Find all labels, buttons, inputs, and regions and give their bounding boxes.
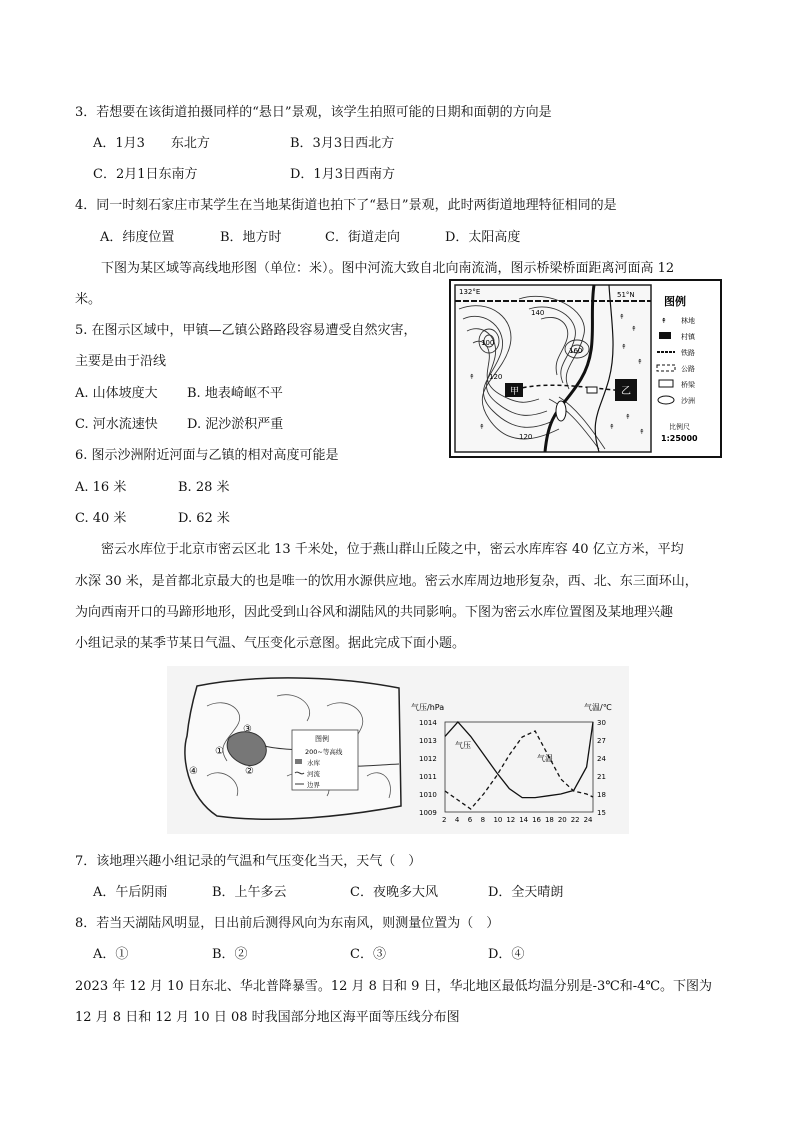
map-legend-reservoir-icon [295, 759, 302, 764]
q4-option-d: D．太阳高度 [445, 230, 521, 245]
q5-option-d: D. 泥沙淤积严重 [187, 417, 284, 432]
svg-text:↟: ↟ [639, 428, 645, 436]
legend-title: 图例 [664, 295, 686, 308]
x-tick: 22 [570, 816, 580, 824]
q3-option-d: D．1月3日西南方 [290, 167, 395, 182]
topographic-map [449, 279, 722, 458]
x-tick: 10 [493, 816, 503, 824]
y-left-label: 气压/hPa [411, 703, 445, 712]
x-tick: 12 [506, 816, 516, 824]
y-right-tick: 30 [597, 719, 606, 727]
scale-label: 比例尺 [669, 423, 690, 431]
map-legend-river: 河流 [307, 770, 320, 778]
intro2-line1: 密云水库位于北京市密云区北 13 千米处，位于燕山群山丘陵之中，密云水库库容 40 亿立方米，平均 [101, 542, 684, 557]
q8-option-d: D．④ [488, 947, 525, 962]
y-right-tick: 27 [597, 737, 606, 745]
contour-label-1: 100 [481, 339, 495, 347]
q6-option-a: A. 16 米 [75, 480, 127, 495]
svg-text:↟: ↟ [637, 358, 643, 366]
y-left-tick: 1013 [419, 737, 437, 745]
lon-label: 132°E [459, 288, 481, 296]
x-tick: 20 [557, 816, 567, 824]
q7-option-a: A．午后阴雨 [93, 885, 168, 900]
q5-stem-line2: 主要是由于沿线 [75, 354, 167, 369]
svg-text:↟: ↟ [619, 313, 625, 321]
y-left-tick: 1011 [419, 773, 437, 781]
pressure-series-label: 气压 [455, 741, 471, 750]
x-tick: 18 [544, 816, 554, 824]
q8-option-a: A．① [93, 947, 129, 962]
q5-option-b: B. 地表崎岖不平 [187, 386, 283, 401]
q5-option-a: A. 山体坡度大 [75, 386, 158, 401]
svg-text:↟: ↟ [625, 413, 631, 421]
x-tick: 16 [532, 816, 542, 824]
intro2-line2: 水深 30 米，是首都北京最大的也是唯一的饮用水源供应地。密云水库周边地形复杂，西、北、东三面环山， [75, 574, 698, 589]
legend-railway: 铁路 [681, 349, 695, 357]
q4-stem: 4．同一时刻石家庄市某学生在当地某街道也拍下了“悬日”景观，此时两街道地理特征相同的是 [75, 198, 617, 213]
q5-stem-line1: 5. 在图示区域中，甲镇—乙镇公路路段容易遭受自然灾害， [75, 323, 417, 338]
y-right-label: 气温/℃ [584, 703, 612, 712]
scale-value: 1:25000 [661, 434, 698, 443]
q6-option-d: D. 62 米 [178, 511, 230, 526]
q7-option-c: C．夜晚多大风 [350, 885, 438, 900]
q7-option-d: D．全天晴朗 [488, 885, 564, 900]
q5-option-c: C. 河水流速快 [75, 417, 158, 432]
legend-town-icon [659, 332, 671, 339]
q6-option-c: C. 40 米 [75, 511, 127, 526]
q6-option-b: B. 28 米 [178, 480, 230, 495]
svg-text:↟: ↟ [479, 423, 485, 431]
q7-stem: 7．该地理兴趣小组记录的气温和气压变化当天，天气（ ） [75, 854, 422, 869]
legend-forest: 林地 [681, 317, 695, 325]
point-3: ③ [243, 724, 252, 735]
legend-bridge: 桥梁 [681, 381, 695, 389]
map-legend-border: 边界 [307, 781, 320, 789]
y-left-tick: 1014 [419, 719, 437, 727]
x-tick: 6 [467, 816, 473, 824]
q3-option-b: B．3月3日西北方 [290, 136, 395, 151]
x-tick: 14 [519, 816, 529, 824]
legend-sandbar-icon [658, 396, 674, 404]
x-tick: 8 [480, 816, 486, 824]
town-jia-label: 甲 [510, 387, 520, 397]
lat-label: 51°N [617, 291, 635, 299]
y-right-tick: 24 [597, 755, 606, 763]
q8-stem: 8．若当天湖陆风明显，日出前后测得风向为东南风，则测量位置为（ ） [75, 916, 500, 931]
point-2: ② [245, 766, 254, 777]
y-right-tick: 21 [597, 773, 606, 781]
q3-stem: 3．若想要在该街道拍摄同样的“悬日”景观，该学生拍照可能的日期和面朝的方向是 [75, 105, 552, 120]
town-yi-label: 乙 [621, 386, 631, 397]
q3-option-a: A．1月3 东北方 [93, 136, 210, 151]
bridge [587, 387, 597, 393]
point-1: ① [215, 746, 224, 757]
q4-option-b: B．地方时 [220, 230, 282, 245]
intro3-line2: 12 月 8 日和 12 月 10 日 08 时我国部分地区海平面等压线分布图 [75, 1010, 460, 1025]
q6-stem: 6. 图示沙洲附近河面与乙镇的相对高度可能是 [75, 448, 339, 463]
map-legend-contour: 200~等高线 [305, 748, 343, 756]
svg-text:↟: ↟ [631, 325, 637, 333]
q7-option-b: B．上午多云 [212, 885, 287, 900]
y-right-tick: 15 [597, 809, 606, 817]
svg-text:↟: ↟ [469, 373, 475, 381]
q4-option-a: A．纬度位置 [100, 230, 175, 245]
contour-label-4: 160 [569, 347, 583, 355]
y-left-tick: 1010 [419, 791, 437, 799]
q4-option-c: C．街道走向 [325, 230, 400, 245]
sandbar [556, 401, 566, 421]
intro1-line1: 下图为某区域等高线地形图（单位：米）。图中河流大致自北向南流淌，图示桥梁桥面距离河面高 12 [101, 261, 675, 276]
reservoir-map [185, 678, 401, 819]
legend-sandbar: 沙洲 [681, 397, 695, 405]
x-tick: 2 [442, 816, 447, 824]
y-left-tick: 1012 [419, 755, 437, 763]
q3-option-c: C．2月1日东南方 [93, 167, 198, 182]
map-legend-reservoir: 水库 [307, 759, 320, 767]
map-legend-title: 图例 [315, 735, 329, 743]
reservoir-figure [167, 666, 629, 834]
x-tick: 24 [583, 816, 593, 824]
legend-forest-icon: ↟ [661, 317, 667, 325]
contour-label-5: 120 [519, 433, 533, 441]
svg-text:↟: ↟ [621, 343, 627, 351]
q8-option-c: C．③ [350, 947, 386, 962]
x-tick: 4 [454, 816, 460, 824]
contour-label-3: 140 [531, 309, 545, 317]
svg-text:↟: ↟ [609, 423, 615, 431]
intro3-line1: 2023 年 12 月 10 日东北、华北普降暴雪。12 月 8 日和 9 日，华北地区最低均温分别是-3℃和-4℃。下图为 [75, 979, 712, 994]
intro2-line3: 为向西南开口的马蹄形地形，因此受到山谷风和湖陆风的共同影响。下图为密云水库位置图及某地理兴趣 [75, 605, 674, 620]
y-right-tick: 18 [597, 791, 606, 799]
legend-road: 公路 [681, 365, 695, 373]
contour-label-2: 120 [489, 373, 503, 381]
point-4: ④ [189, 766, 198, 777]
y-left-tick: 1009 [419, 809, 437, 817]
legend-town: 村镇 [681, 333, 695, 341]
intro2-line4: 小组记录的某季节某日气温、气压变化示意图。据此完成下面小题。 [75, 636, 466, 651]
temperature-series-label: 气温 [537, 754, 553, 763]
q8-option-b: B．② [212, 947, 248, 962]
intro1-line2: 米。 [75, 292, 102, 307]
legend-bridge-icon [659, 380, 673, 387]
